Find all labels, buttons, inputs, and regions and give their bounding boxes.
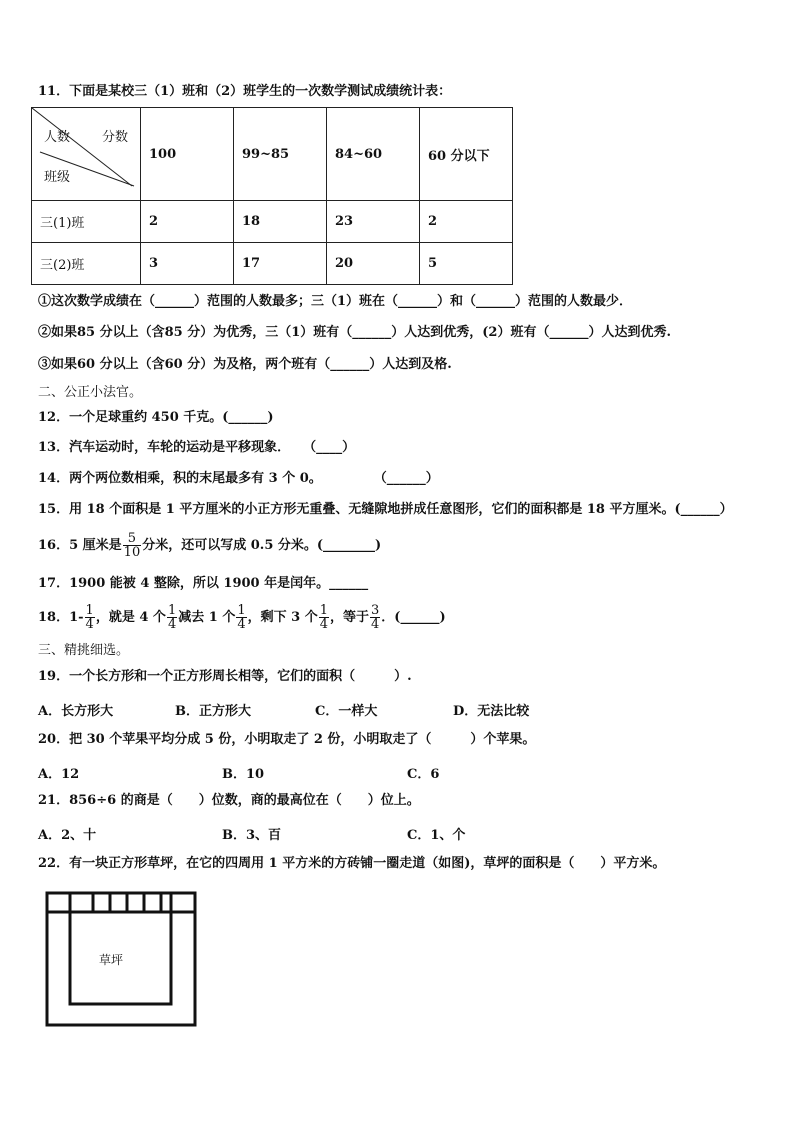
table-cell: 20 (327, 243, 420, 285)
question-14: 14．两个两位数相乘，积的末尾最多有 3 个 0。 （______） (38, 471, 439, 486)
question-17: 17．1900 能被 4 整除，所以 1900 年是闰年。______ (38, 576, 369, 591)
question-16 (38, 532, 381, 560)
q16-text-post: 分米，还可以写成 0.5 分米。(________) (142, 538, 382, 553)
question-20-stem: 20．把 30 个苹果平均分成 5 份，小明取走了 2 份，小明取走了（ ）个苹果。 (38, 732, 536, 747)
question-12: 12．一个足球重约 450 千克。(______) (38, 410, 274, 425)
table-diagonal-header (32, 108, 141, 201)
table-cell: 5 (420, 243, 513, 285)
fraction-denominator: 4 (371, 617, 380, 632)
table-cell: 23 (327, 201, 420, 243)
fraction-denominator: 4 (167, 617, 177, 632)
q18-text: ．(______) (381, 610, 446, 625)
score-table (31, 107, 513, 285)
section-2-heading: 二、公正小法官。 (38, 385, 143, 400)
q21-option-b[interactable]: B．3、百 (222, 828, 282, 843)
question-19-stem: 19．一个长方形和一个正方形周长相等，它们的面积（ ）. (38, 669, 412, 684)
row-label: 三(2)班 (32, 243, 141, 285)
diag-label-people: 人数 (44, 130, 71, 145)
column-header: 99~85 (234, 108, 327, 201)
q20-option-c[interactable]: C．6 (407, 767, 440, 782)
fraction (370, 604, 380, 631)
fraction-numerator: 1 (319, 603, 328, 618)
fraction-numerator: 5 (123, 532, 142, 546)
q21-option-a[interactable]: A．2、十 (38, 828, 97, 843)
column-header: 84~60 (327, 108, 420, 201)
section-3-heading: 三、精挑细选。 (38, 643, 130, 658)
column-header: 60 分以下 (420, 108, 513, 201)
fraction-denominator: 4 (85, 617, 94, 632)
table-row (32, 201, 513, 243)
fraction-numerator: 1 (237, 603, 246, 618)
diagonal-lines (32, 108, 141, 201)
table-cell: 3 (141, 243, 234, 285)
question-21-stem: 21．856÷6 的商是（ ）位数，商的最高位在（ ）位上。 (38, 793, 420, 808)
q19-option-d[interactable]: D．无法比较 (453, 704, 530, 719)
q18-text: ，剩下 3 个 (247, 610, 318, 625)
question-11-sub3: ③如果60 分以上（含60 分）为及格，两个班有（______）人达到及格. (38, 357, 452, 372)
q18-text: ，等于 (330, 610, 370, 625)
fraction-denominator: 4 (319, 617, 328, 632)
q20-option-b[interactable]: B．10 (222, 767, 265, 782)
q20-option-a[interactable]: A．12 (38, 767, 80, 782)
fraction (167, 604, 177, 631)
diag-label-class: 班级 (44, 170, 71, 185)
fraction (319, 604, 329, 631)
table-cell: 2 (141, 201, 234, 243)
q19-option-b[interactable]: B．正方形大 (175, 704, 251, 719)
question-11-sub2: ②如果85 分以上（含85 分）为优秀，三（1）班有（______）人达到优秀，(2）班有（______）人达到优秀. (38, 325, 672, 340)
fraction (123, 532, 142, 559)
q16-text-pre: 16．5 厘米是 (38, 538, 122, 553)
question-11-title: 11．下面是某校三（1）班和（2）班学生的一次数学测试成绩统计表： (38, 84, 452, 99)
fraction-numerator: 1 (167, 603, 177, 618)
q19-option-a[interactable]: A．长方形大 (38, 704, 114, 719)
column-header: 100 (141, 108, 234, 201)
fraction (85, 604, 95, 631)
question-18 (38, 604, 446, 632)
q19-option-c[interactable]: C．一样大 (315, 704, 378, 719)
q21-option-c[interactable]: C．1、个 (407, 828, 466, 843)
q18-text: 减去 1 个 (178, 610, 236, 625)
question-13: 13．汽车运动时，车轮的运动是平移现象． （____） (38, 440, 356, 455)
table-row (32, 243, 513, 285)
fraction-numerator: 3 (371, 603, 380, 618)
table-cell: 18 (234, 201, 327, 243)
question-15: 15．用 18 个面积是 1 平方厘米的小正方形无重叠、无缝隙地拼成任意图形，它们的面积都是 18 平方厘米。(______） (38, 502, 733, 517)
fraction-denominator: 4 (237, 617, 246, 632)
fraction (236, 604, 246, 631)
q18-text: 18．1- (38, 610, 84, 625)
fraction-numerator: 1 (85, 603, 94, 618)
q18-text: ，就是 4 个 (95, 610, 166, 625)
lawn-label: 草坪 (99, 953, 124, 967)
row-label: 三(1)班 (32, 201, 141, 243)
table-cell: 17 (234, 243, 327, 285)
diag-label-score: 分数 (102, 130, 129, 145)
question-22-stem: 22．有一块正方形草坪，在它的四周用 1 平方米的方砖铺一圈走道（如图)，草坪的面积是（ ）平方米。 (38, 856, 666, 871)
question-11-sub1: ①这次数学成绩在（______）范围的人数最多；三（1）班在（______）和（______）范围的人数最少． (38, 294, 633, 309)
table-cell: 2 (420, 201, 513, 243)
fraction-denominator: 10 (123, 545, 141, 560)
